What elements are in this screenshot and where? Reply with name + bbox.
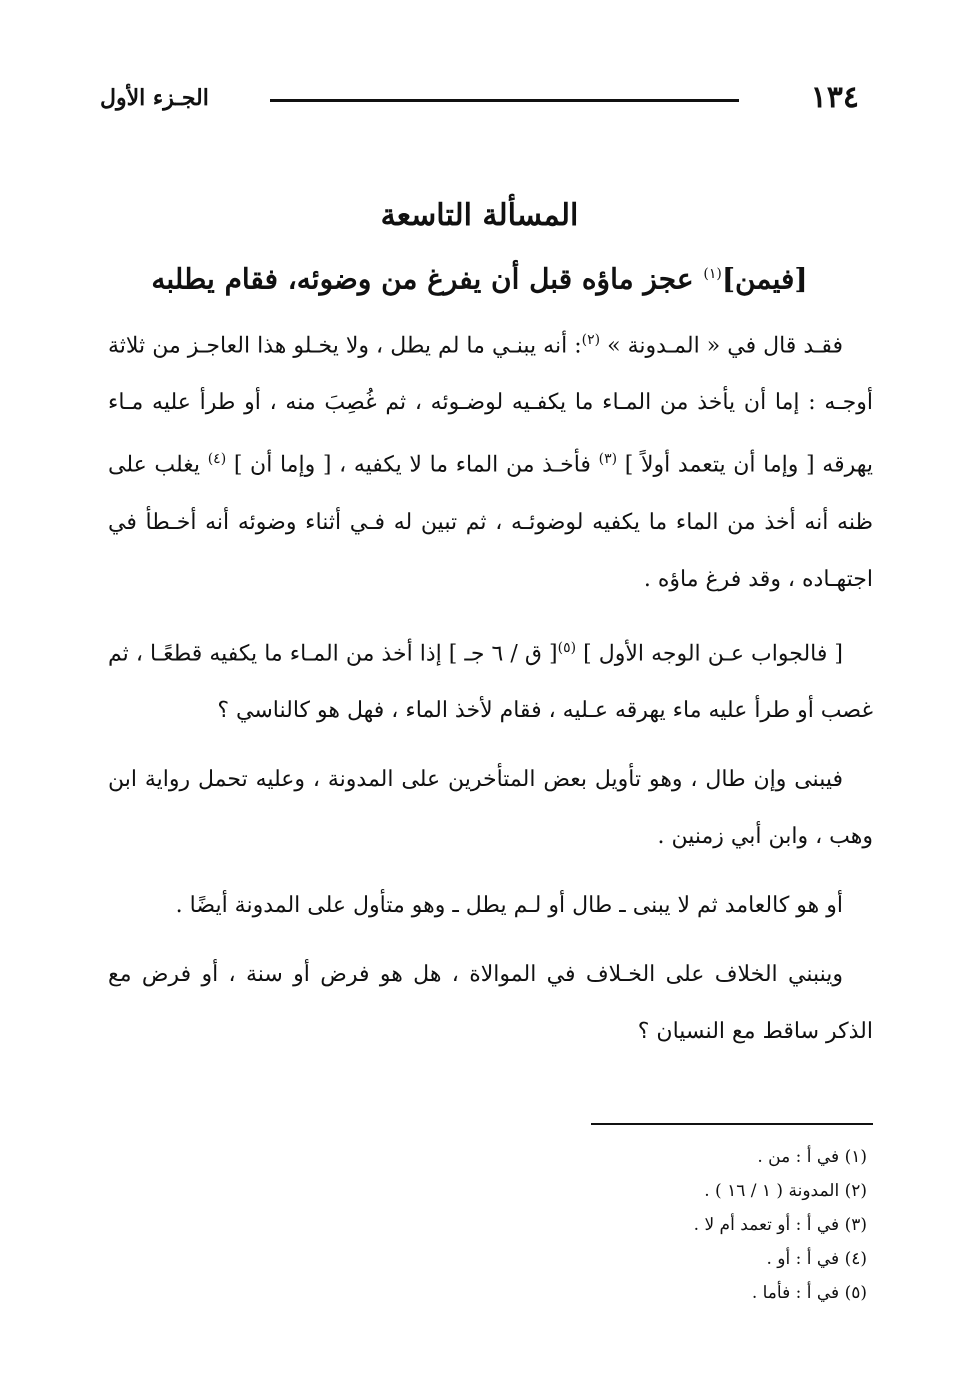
paragraph-text: فقـد قال في « المـدونة »	[600, 333, 843, 359]
paragraph: أو هو كالعامد ثم لا يبنى ـ طال أو لـم يطل ـ وهو متأول على المدونة أيضًا .	[175, 892, 843, 918]
page-number: ١٣٤	[810, 80, 859, 115]
paragraph-text: فأخـذ من الماء ما لا يكفيه ، [ وإما أن ]	[226, 452, 599, 478]
section-title: المسألة التاسعة	[380, 198, 579, 233]
footnote-ref: (٥)	[557, 639, 577, 656]
paragraph: فيبنى وإن طال ، وهو تأويل بعض المتأخرين على المدونة ، وعليه تحمل رواية ابن وهب ، وابن أبي زمنين .	[108, 766, 873, 849]
footnote-ref: (٣)	[598, 451, 618, 468]
footnote-rule	[591, 1123, 873, 1125]
running-title: الجـزء الأول	[100, 85, 209, 111]
footnote: (٥) في أ : فأما .	[751, 1283, 867, 1303]
paragraph-text: [ ق / ٦ جـ ] إذا أخذ من المـاء ما يكفيه قطعًـا ، ثم غصب أو طرأ عليه ماء يهرقه عـليه ، فقام لأخذ الماء ، فهل هو كالناسي ؟	[108, 640, 873, 723]
footnote: (٤) في أ : أو .	[766, 1249, 867, 1269]
footnote: (٣) في أ : أو تعمد أم لا .	[693, 1215, 867, 1235]
footnote-ref: (٢)	[581, 332, 601, 348]
footnotes	[694, 1140, 867, 1310]
footnote-ref: (١)	[703, 266, 722, 282]
page-header	[100, 78, 859, 118]
footnote: (٢) المدونة ( ١ / ١٦ ) .	[704, 1181, 867, 1201]
body-text	[108, 312, 873, 1072]
footnote-ref: (٤)	[207, 451, 227, 468]
section-subtitle	[100, 250, 859, 303]
subtitle-bracket-text: [فيمن]	[721, 262, 808, 296]
paragraph	[108, 312, 873, 608]
paragraph-text: يغلب على ظنه أنه أخذ من الماء ما يكفيه لوضوئـه ، ثم تبين له فـي أثناء وضوئه أنه أخـطأ في اجتهـاده ، وقد فرغ ماؤه .	[108, 452, 874, 592]
paragraph	[108, 620, 873, 739]
paragraph: وينبني الخلاف على الخـلاف في الموالاة ، هل هو فرض أو سنة ، أو فرض مع الذكر ساقط مع النسيان ؟	[108, 961, 873, 1044]
paragraph-text: : أنه يبنـي ما لم يطل ، ولا يخـلو هذا العاجـز من ثلاثة أوجـه : إما أن يأخذ من المـاء ما يكفـيه لوضـوئه ، ثم غُصِبَ منه ، أو طرأ عليه مـاء يهرقه [ وإما أن يتعمد أولاً ]	[108, 333, 873, 478]
paragraph-text: [ فالجواب عـن الوجه الأول ]	[576, 640, 844, 666]
subtitle-text: عجز ماؤه قبل أن يفرغ من وضوئه، فقام يطلبه	[151, 262, 704, 296]
header-rule	[270, 99, 739, 102]
footnote: (١) في أ : من .	[757, 1147, 867, 1167]
